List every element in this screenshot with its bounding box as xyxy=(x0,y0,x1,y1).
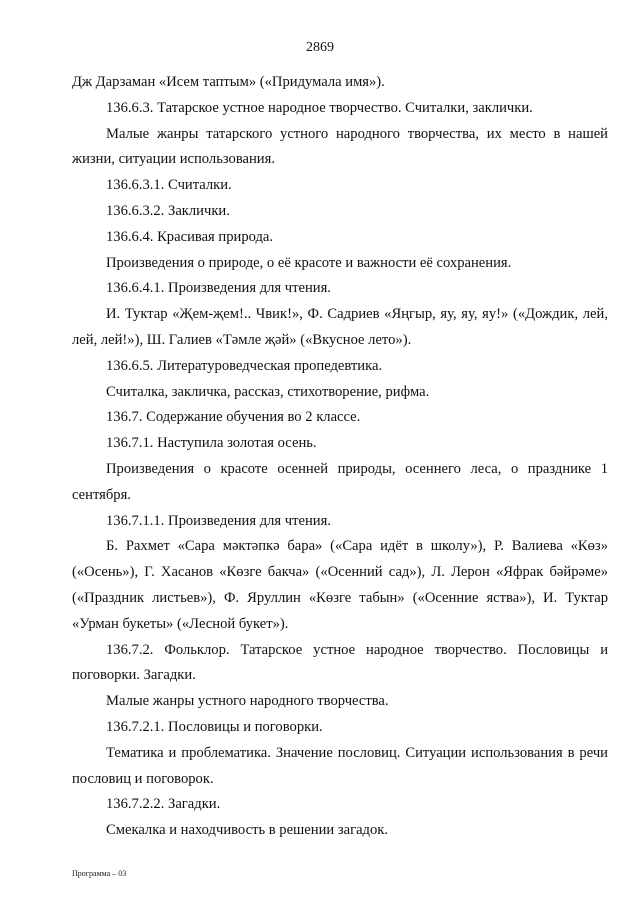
paragraph: Тематика и проблематика. Значение пословиц. Ситуации использования в речи пословиц и поговорок. xyxy=(72,744,608,787)
paragraph: И. Туктар «Җем-җем!.. Чвик!», Ф. Садриев «Яңгыр, яу, яу, яу!» («Дождик, лей, лей, лей!»), Ш. Галиев «Тәмле җәй» («Вкусное лето»). xyxy=(72,306,608,348)
paragraph: Б. Рахмет «Сара мәктәпкә бара» («Сара идёт в школу»), Р. Валиева «Көз» («Осень»), Г. Хасанов «Көзге бакча» («Осенний сад»), Л. Лерон «Яфрак бәйрәме» («Праздник листьев»), Ф. Яруллин «Көзге табын» («Осенние яства»), И. Туктар «Урман букеты» («Лесной букет»). xyxy=(72,538,608,632)
paragraph: 136.6.3.1. Считалки. xyxy=(106,177,232,194)
paragraph: Малые жанры татарского устного народного творчества, их место в нашей жизни, ситуации использования. xyxy=(72,125,608,168)
paragraph: 136.6.3. Татарское устное народное творчество. Считалки, заклички. xyxy=(106,99,533,116)
paragraph: 136.7.1.1. Произведения для чтения. xyxy=(106,512,331,529)
paragraph: 136.6.4.1. Произведения для чтения. xyxy=(106,280,331,297)
document-body xyxy=(72,70,608,844)
paragraph: 136.6.5. Литературоведческая пропедевтика. xyxy=(106,357,383,374)
paragraph: 136.7.2.1. Пословицы и поговорки. xyxy=(106,718,323,735)
paragraph: Малые жанры устного народного творчества. xyxy=(106,693,389,710)
paragraph: Смекалка и находчивость в решении загадок. xyxy=(106,822,389,839)
paragraph: Считалка, закличка, рассказ, стихотворение, рифма. xyxy=(106,383,430,400)
page-number: 2869 xyxy=(306,40,334,55)
paragraph: 136.7.2. Фольклор. Татарское устное народное творчество. Пословицы и поговорки. Загадки. xyxy=(72,641,608,684)
footer-note: Программа – 03 xyxy=(72,869,127,878)
paragraph: Произведения о красоте осенней природы, осеннего леса, о празднике 1 сентября. xyxy=(72,460,608,503)
paragraph: 136.6.4. Красивая природа. xyxy=(106,228,274,245)
paragraph: Дж Дарзаман «Исем таптым» («Придумала имя»). xyxy=(72,74,385,90)
paragraph: 136.7. Содержание обучения во 2 классе. xyxy=(106,409,361,426)
paragraph: Произведения о природе, о её красоте и важности её сохранения. xyxy=(106,254,512,271)
paragraph: 136.7.2.2. Загадки. xyxy=(106,796,221,813)
paragraph: 136.7.1. Наступила золотая осень. xyxy=(106,435,317,452)
paragraph: 136.6.3.2. Заклички. xyxy=(106,202,230,219)
